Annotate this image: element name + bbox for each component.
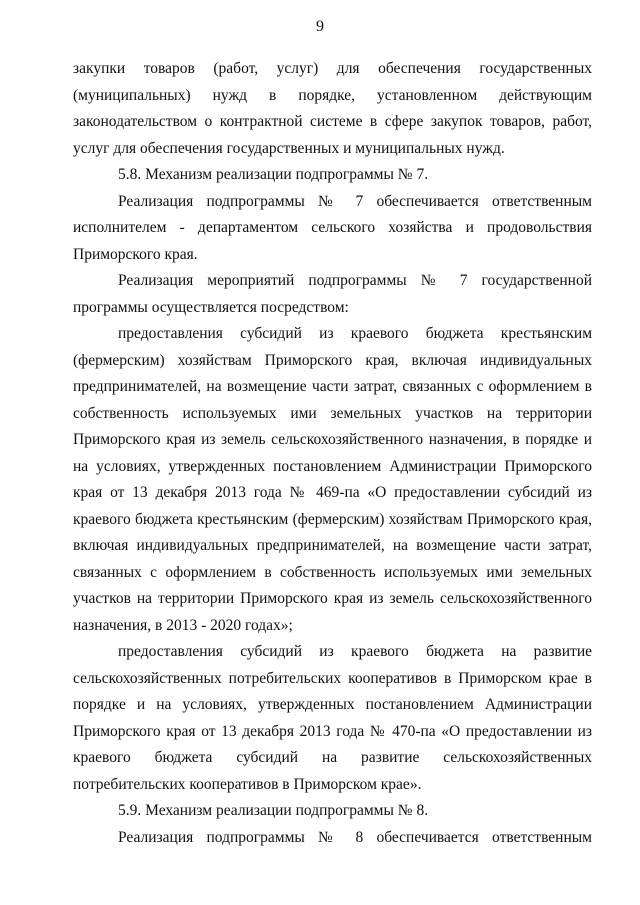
paragraph: предоставления субсидий из краевого бюджета на развитие сельскохозяйственных потребительских кооперативов в Приморском крае в порядке и на условиях, утвержденных постановлением Администрации Приморского края от 13 декабря 2013 года № 470-па «О предоставлении из краевого бюджета субсидий на развитие сельскохозяйственных потребительских кооперативов в Приморском крае». <box>73 643 592 793</box>
paragraph: Реализация подпрограммы № 7 обеспечивается ответственным исполнителем - департаментом сельского хозяйства и продовольствия Приморского края. <box>73 192 592 263</box>
section-heading-5-8: 5.8. Механизм реализации подпрограммы № 7. <box>118 166 429 183</box>
paragraph: предоставления субсидий из краевого бюджета крестьянским (фермерским) хозяйствам Приморского края, включая индивидуальных предпринимателей, на возмещение части затрат, связанных с оформлением в собственность используемых ими земельных участков на территории Приморского края из земель сельскохозяйственного назначения, в порядке и на условиях, утвержденных постановлением Администрации Приморского края от 13 декабря 2013 года № 469-па «О предоставлении субсидий из краевого бюджета крестьянским (фермерским) хозяйствам Приморского края, включая индивидуальных предпринимателей, на возмещение части затрат, связанных с оформлением в собственность используемых ими земельных участков на территории Приморского края из земель сельскохозяйственного назначения, в 2013 - 2020 годах»; <box>73 325 592 634</box>
section-heading-5-9: 5.9. Механизм реализации подпрограммы № 8. <box>118 802 429 819</box>
paragraph-continuation: закупки товаров (работ, услуг) для обеспечения государственных (муниципальных) нужд в порядке, установленном действующим законодательством о контрактной системе в сфере закупок товаров, работ, услуг для обеспечения государственных и муниципальных нужд. <box>73 60 592 157</box>
paragraph-truncated: Реализация подпрограммы № 8 обеспечивается ответственным <box>118 828 592 846</box>
paragraph: Реализация мероприятий подпрограммы № 7 государственной программы осуществляется посредством: <box>73 272 592 316</box>
body-text <box>73 56 592 851</box>
page-number: 9 <box>316 18 324 35</box>
